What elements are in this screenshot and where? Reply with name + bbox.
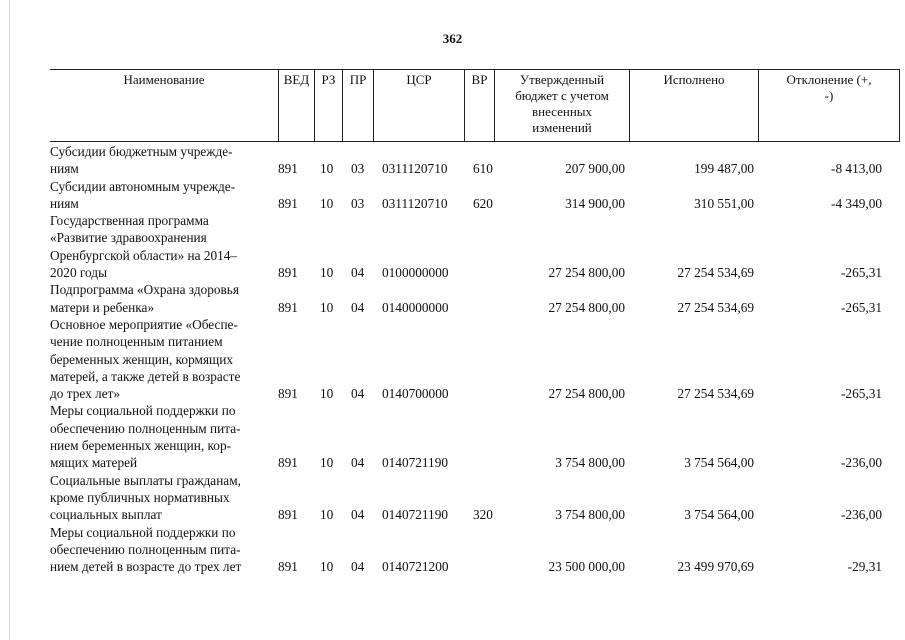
- row-name: Субсидии бюджетным учрежде- ниям: [50, 144, 233, 177]
- header-budget: Утвержденный бюджет с учетом внесенных изменений: [494, 70, 629, 141]
- row-pr: 04: [351, 559, 365, 575]
- row-budget: 23 500 000,00: [548, 559, 625, 575]
- row-rz: 10: [320, 455, 334, 471]
- scan-edge-line: [9, 0, 10, 640]
- row-name: Меры социальной поддержки по обеспечению полноценным пита- нием детей в возрасте до трех лет: [50, 524, 242, 575]
- row-budget: 27 254 800,00: [548, 386, 625, 402]
- row-executed: 310 551,00: [694, 195, 754, 211]
- row-pr: 03: [351, 195, 365, 211]
- header-pr: ПР: [342, 70, 373, 141]
- row-budget: 314 900,00: [565, 195, 625, 211]
- row-deviation: -8 413,00: [831, 161, 882, 177]
- row-ved: 891: [278, 161, 298, 177]
- row-csr: 0311120710: [382, 195, 448, 211]
- table-row: [50, 212, 900, 281]
- row-executed: 3 754 564,00: [684, 507, 754, 523]
- row-name: Социальные выплаты гражданам, кроме публичных нормативных социальных выплат: [50, 472, 241, 523]
- row-deviation: -236,00: [841, 455, 882, 471]
- table-row: [50, 524, 900, 576]
- row-rz: 10: [320, 386, 334, 402]
- header-ved: ВЕД: [278, 70, 314, 141]
- row-name: Меры социальной поддержки по обеспечению полноценным пита- нием беременных женщин, кор- мящих матерей: [50, 403, 241, 471]
- row-vr: 620: [473, 195, 493, 211]
- row-executed: 199 487,00: [694, 161, 754, 177]
- header-rz: РЗ: [314, 70, 342, 141]
- row-csr: 0140000000: [382, 299, 449, 315]
- table-row: [50, 316, 900, 402]
- row-rz: 10: [320, 507, 334, 523]
- row-ved: 891: [278, 265, 298, 281]
- row-vr: 610: [473, 161, 493, 177]
- row-budget: 207 900,00: [565, 161, 625, 177]
- row-pr: 04: [351, 507, 365, 523]
- row-name: Подпрограмма «Охрана здоровья матери и ребенка»: [50, 282, 239, 315]
- row-deviation: -4 349,00: [831, 195, 882, 211]
- row-pr: 04: [351, 455, 365, 471]
- row-executed: 23 499 970,69: [677, 559, 754, 575]
- row-deviation: -236,00: [841, 507, 882, 523]
- row-ved: 891: [278, 299, 298, 315]
- table-body: [50, 143, 900, 575]
- header-vr: ВР: [464, 70, 494, 141]
- row-ved: 891: [278, 386, 298, 402]
- row-pr: 04: [351, 386, 365, 402]
- row-executed: 27 254 534,69: [677, 386, 754, 402]
- header-name: Наименование: [123, 72, 205, 87]
- row-executed: 27 254 534,69: [677, 299, 754, 315]
- row-pr: 04: [351, 299, 365, 315]
- row-csr: 0140721190: [382, 507, 448, 523]
- row-budget: 27 254 800,00: [548, 299, 625, 315]
- row-deviation: -265,31: [841, 299, 882, 315]
- header-deviation: Отклонение (+, -): [758, 70, 900, 141]
- row-budget: 3 754 800,00: [555, 507, 625, 523]
- row-budget: 3 754 800,00: [555, 455, 625, 471]
- row-executed: 27 254 534,69: [677, 265, 754, 281]
- row-ved: 891: [278, 507, 298, 523]
- row-deviation: -29,31: [847, 559, 882, 575]
- row-executed: 3 754 564,00: [684, 455, 754, 471]
- row-deviation: -265,31: [841, 265, 882, 281]
- row-csr: 0311120710: [382, 161, 448, 177]
- row-csr: 0100000000: [382, 265, 449, 281]
- row-ved: 891: [278, 455, 298, 471]
- table-row: [50, 472, 900, 524]
- row-pr: 03: [351, 161, 365, 177]
- row-pr: 04: [351, 265, 365, 281]
- table-header: [50, 69, 900, 142]
- row-name: Государственная программа «Развитие здравоохранения Оренбургской области» на 2014– 2020 годы: [50, 213, 238, 281]
- page-number: 362: [442, 31, 463, 46]
- header-executed: Исполнено: [629, 70, 758, 141]
- header-csr: ЦСР: [373, 70, 464, 141]
- row-csr: 0140700000: [382, 386, 449, 402]
- table-row: [50, 402, 900, 471]
- row-csr: 0140721200: [382, 559, 449, 575]
- table-row: [50, 143, 900, 178]
- row-name: Основное мероприятие «Обеспе- чение полноценным питанием беременных женщин, кормящих матерей, а также детей в возрасте до трех лет»: [50, 316, 241, 402]
- row-budget: 27 254 800,00: [548, 265, 625, 281]
- row-vr: 320: [473, 507, 493, 523]
- row-csr: 0140721190: [382, 455, 448, 471]
- row-deviation: -265,31: [841, 386, 882, 402]
- table-row: [50, 281, 900, 316]
- row-rz: 10: [320, 299, 334, 315]
- table-row: [50, 178, 900, 213]
- row-rz: 10: [320, 161, 334, 177]
- row-ved: 891: [278, 559, 298, 575]
- row-ved: 891: [278, 195, 298, 211]
- row-rz: 10: [320, 559, 334, 575]
- row-rz: 10: [320, 265, 334, 281]
- row-rz: 10: [320, 195, 334, 211]
- row-name: Субсидии автономным учрежде- ниям: [50, 178, 236, 211]
